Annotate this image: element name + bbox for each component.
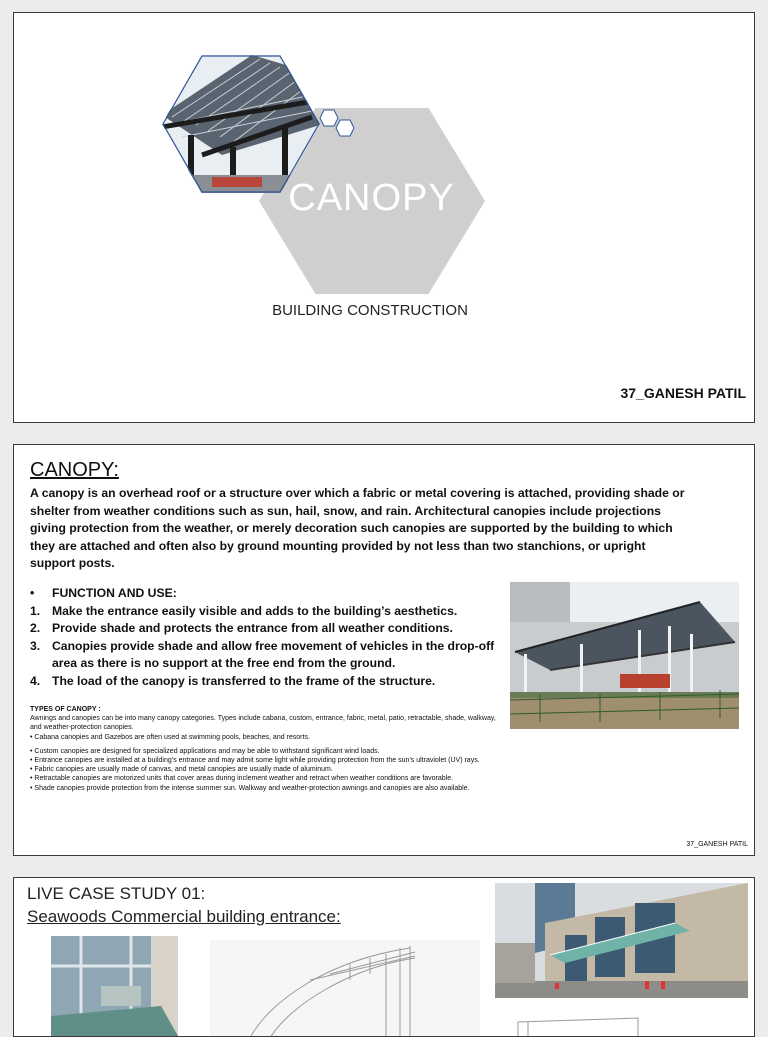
list-item: 2. Provide shade and protects the entrance from all weather conditions. bbox=[30, 620, 512, 638]
slide-subtitle: Seawoods Commercial building entrance: bbox=[27, 907, 341, 926]
list-item: 1. Make the entrance easily visible and adds to the building’s aesthetics. bbox=[30, 603, 512, 621]
photo-hexagon-outline bbox=[162, 55, 320, 193]
author-name: 37_GANESH PATIL bbox=[620, 385, 746, 401]
small-hexagon-icon bbox=[335, 119, 355, 137]
list-item: 4. The load of the canopy is transferred to the frame of the structure. bbox=[30, 673, 512, 691]
slide-title: LIVE CASE STUDY 01: bbox=[27, 884, 206, 903]
list-item: 3. Canopies provide shade and allow free movement of vehicles in the drop-off area as there is no support at the free end from the ground. bbox=[30, 638, 495, 671]
canopy-sketch-drawing bbox=[210, 940, 480, 1037]
list-number: 1. bbox=[30, 603, 41, 618]
types-item: • Entrance canopies are installed at a building’s entrance and may admit some light while providing protection from the sun’s ultraviolet (UV) rays. bbox=[30, 757, 480, 765]
function-heading: • FUNCTION AND USE: bbox=[30, 585, 512, 603]
definition-slide bbox=[13, 444, 755, 856]
intro-paragraph: A canopy is an overhead roof or a structure over which a fabric or metal covering is attached, providing shade or shelter from weather conditions such as sun, hail, snow, and rain. Architectural canopies include projections giving protection from the weather, or merely decoration such canopies are supported by the building to which they are attached and often also by ground mounting provided by not less than two stanchions, or upright support posts. bbox=[30, 486, 685, 571]
types-item: • Shade canopies provide protection from the intense summer sun. Walkway and weather-protection awnings and canopies are also available. bbox=[30, 784, 470, 792]
slide-title: CANOPY bbox=[288, 177, 455, 219]
slide-subtitle: BUILDING CONSTRUCTION bbox=[272, 302, 468, 319]
canopy-building-photo bbox=[510, 582, 739, 729]
building-entrance-photo bbox=[495, 883, 748, 998]
list-number: 2. bbox=[30, 621, 41, 636]
types-item: • Retractable canopies are motorized units that cover areas during inclement weather and retract when weather conditions are favorable. bbox=[30, 775, 454, 783]
canopy-types-section bbox=[30, 705, 505, 793]
section-heading: CANOPY: bbox=[30, 459, 119, 481]
types-intro: Awnings and canopies can be into many canopy categories. Types include cabana, custom, entrance, fabric, metal, patio, retractable, shade, walkway, and weather-protection canopies. bbox=[30, 715, 496, 732]
types-item: • Cabana canopies and Gazebos are often used at swimming pools, beaches, and resorts. bbox=[30, 733, 310, 741]
author-name: 37_GANESH PATIL bbox=[686, 841, 748, 848]
list-number: 3. bbox=[30, 638, 41, 653]
title-slide bbox=[13, 12, 755, 423]
types-heading: TYPES OF CANOPY : bbox=[30, 706, 101, 713]
function-list bbox=[30, 585, 512, 691]
case-study-slide bbox=[13, 877, 755, 1037]
types-item: • Fabric canopies are usually made of canvas, and metal canopies are usually made of aluminum. bbox=[30, 766, 333, 774]
types-item: • Custom canopies are designed for specialized applications and may be able to withstand significant wind loads. bbox=[30, 747, 380, 755]
bullet-marker: • bbox=[30, 586, 35, 600]
canopy-detail-photo bbox=[51, 936, 178, 1036]
list-number: 4. bbox=[30, 673, 41, 688]
